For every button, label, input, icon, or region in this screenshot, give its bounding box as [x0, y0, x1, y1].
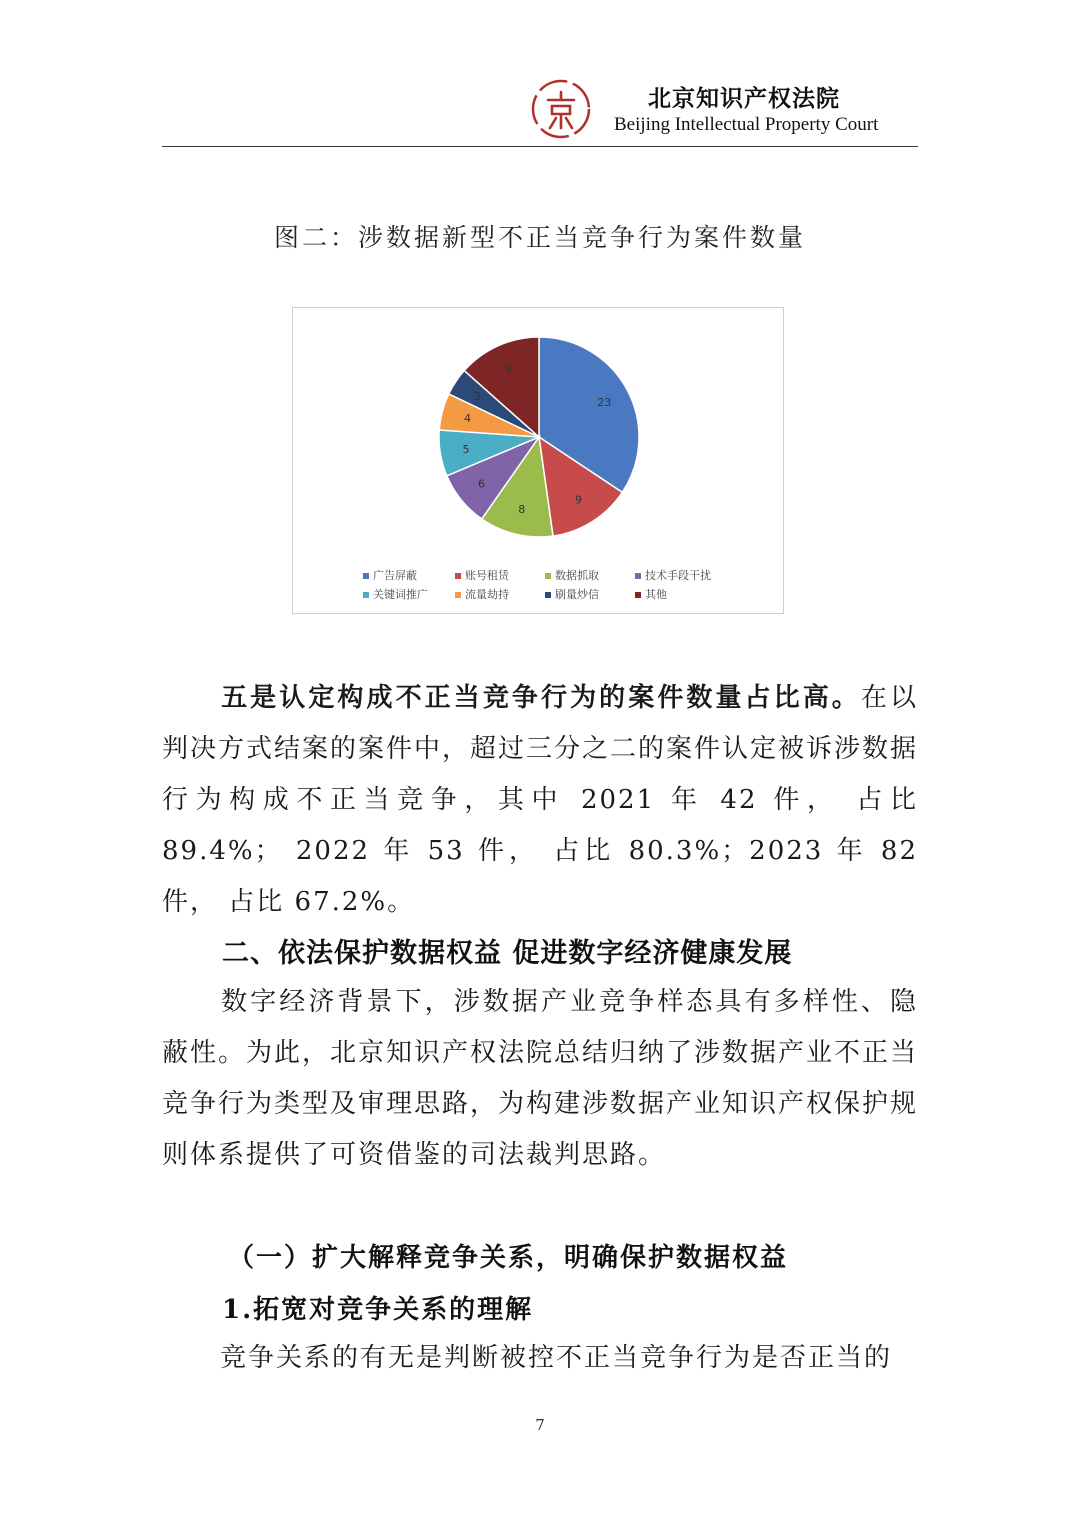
legend-label: 其他	[645, 588, 667, 601]
legend-item-6	[545, 586, 599, 602]
paragraph-case-ratio	[162, 673, 918, 928]
legend-swatch-icon	[635, 573, 641, 579]
legend-swatch-icon	[635, 592, 641, 598]
legend-label: 广告屏蔽	[373, 569, 417, 582]
paragraph-body: 在以判决方式结案的案件中，超过三分之二的案件认定被诉涉数据行为构成不正当竞争，其中 2021 年 42 件， 占比 89.4%； 2022 年 53 件， 占比 80.3%；2023 年 82 件， 占比 67.2%。	[162, 683, 919, 917]
section-heading: 二、依法保护数据权益 促进数字经济健康发展	[222, 938, 793, 969]
paragraph-text: 数字经济背景下，涉数据产业竞争样态具有多样性、隐蔽性。为此，北京知识产权法院总结归纳了涉数据产业不正当竞争行为类型及审理思路，为构建涉数据产业知识产权保护规则体系提供了可资借鉴的司法裁判思路。	[162, 987, 919, 1170]
pie-data-label-2: 8	[518, 502, 526, 516]
court-seal-icon	[530, 78, 592, 140]
legend-label: 刷量炒信	[555, 588, 599, 601]
legend-item-1	[455, 567, 509, 583]
paragraph-text: 竞争关系的有无是判断被控不正当竞争行为是否正当的	[220, 1343, 893, 1373]
pie-chart	[292, 307, 784, 614]
legend-label: 账号租赁	[465, 569, 509, 582]
subsection-heading: （一）扩大解释竞争关系，明确保护数据权益	[228, 1243, 789, 1273]
pie-data-label-6: 3	[473, 390, 481, 404]
legend-item-5	[455, 586, 509, 602]
pie-data-label-7: 9	[505, 363, 513, 377]
legend-swatch-icon	[545, 573, 551, 579]
legend-label: 数据抓取	[555, 569, 599, 582]
page-number: 7	[535, 1416, 545, 1434]
legend-item-2	[545, 567, 599, 583]
paragraph-digital-economy	[162, 977, 918, 1181]
court-name-en: Beijing Intellectual Property Court	[614, 114, 879, 135]
pie-data-label-1: 9	[574, 493, 582, 507]
legend-item-3	[635, 567, 711, 583]
pie-data-label-3: 6	[477, 477, 485, 491]
paragraph-lead: 五是认定构成不正当竞争行为的案件数量占比高。	[220, 683, 861, 713]
legend-label: 技术手段干扰	[645, 569, 711, 582]
legend-label: 关键词推广	[373, 588, 428, 601]
legend-item-4	[363, 586, 428, 602]
legend-item-7	[635, 586, 667, 602]
legend-swatch-icon	[545, 592, 551, 598]
figure-title: 图二：涉数据新型不正当竞争行为案件数量	[273, 223, 806, 252]
legend-label: 流量劫持	[465, 588, 509, 601]
legend-swatch-icon	[455, 573, 461, 579]
legend-item-0	[363, 567, 417, 583]
subsubsection-heading: 1.拓宽对竞争关系的理解	[222, 1295, 534, 1325]
header-divider	[162, 146, 918, 147]
pie-data-label-5: 4	[463, 412, 471, 426]
legend-swatch-icon	[363, 573, 369, 579]
paragraph-competition	[162, 1333, 918, 1384]
court-name-cn: 北京知识产权法院	[648, 86, 840, 112]
legend-swatch-icon	[455, 592, 461, 598]
pie-data-label-0: 23	[597, 396, 612, 410]
pie-data-label-4: 5	[462, 443, 470, 457]
legend-swatch-icon	[363, 592, 369, 598]
